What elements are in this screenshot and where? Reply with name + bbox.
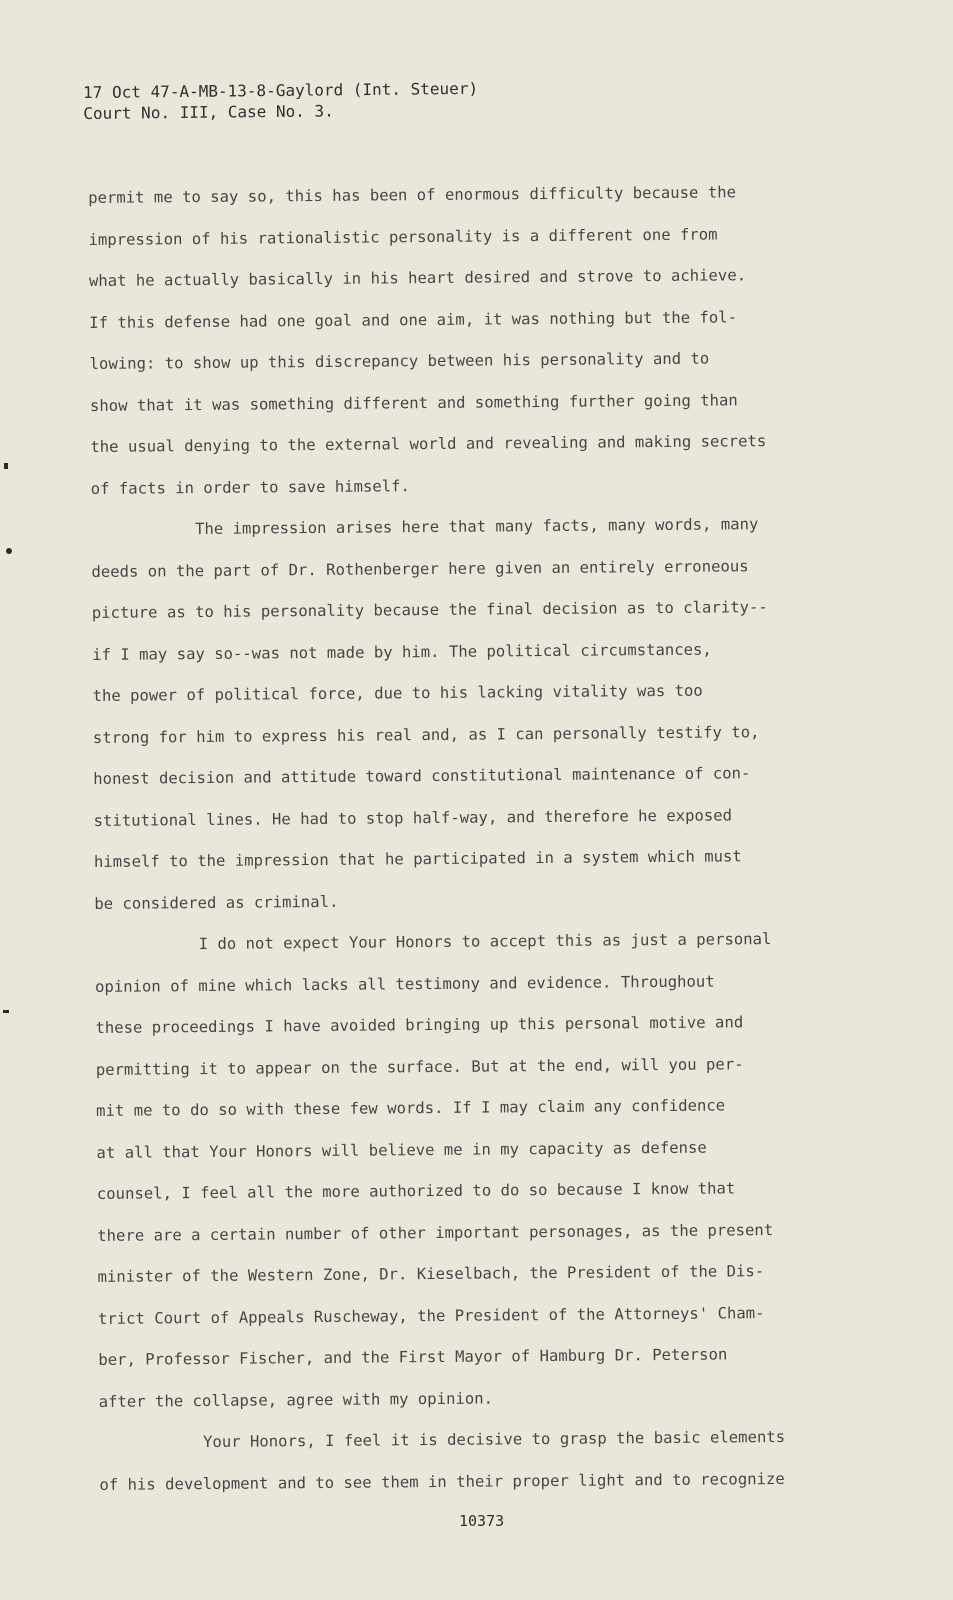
body-line: after the collapse, agree with my opinion. (98, 1389, 494, 1411)
body-line: these proceedings I have avoided bringing up this personal motive and (95, 1013, 744, 1037)
body-line: impression of his rationalistic personality is a different one from (88, 225, 718, 249)
page-number: 10373 (459, 1512, 505, 1530)
body-line: if I may say so--was not made by him. The political circumstances, (92, 640, 712, 664)
body-line: opinion of mine which lacks all testimony and evidence. Throughout (94, 972, 715, 996)
document-header (83, 78, 478, 124)
margin-mark (3, 1010, 9, 1013)
body-line: the usual denying to the external world and revealing and making secrets (90, 432, 767, 456)
body-line: show that it was something different and something further going than (89, 390, 738, 415)
body-line: minister of the Western Zone, Dr. Kieselbach, the President of the Dis- (97, 1262, 765, 1286)
body-line: permit me to say so, this has been of enormous difficulty because the (88, 183, 737, 207)
body-line: of facts in order to save himself. (90, 476, 410, 498)
body-line: at all that Your Honors will believe me in my capacity as defense (96, 1138, 707, 1162)
header-line-2: Court No. III, Case No. 3. (83, 101, 334, 123)
body-line: trict Court of Appeals Ruscheway, the President of the Attorneys' Cham- (97, 1303, 765, 1328)
body-line: counsel, I feel all the more authorized to do so because I know that (96, 1179, 736, 1203)
body-line: If this defense had one goal and one aim, it was nothing but the fol- (89, 307, 738, 332)
body-line: stitutional lines. He had to stop half-way, and therefore he exposed (93, 805, 733, 830)
body-line: deeds on the part of Dr. Rothenberger here given an entirely erroneous (91, 556, 749, 581)
body-line: permitting it to appear on the surface. But at the end, will you per- (95, 1054, 744, 1079)
body-line: picture as to his personality because the final decision as to clarity-- (91, 598, 768, 622)
body-line: there are a certain number of other important personages, as the present (97, 1220, 774, 1245)
header-line-1: 17 Oct 47-A-MB-13-8-Gaylord (Int. Steuer) (83, 78, 479, 102)
body-line: The impression arises here that many facts, many words, many (194, 515, 759, 539)
document-body (88, 171, 860, 1506)
body-line: lowing: to show up this discrepancy between his personality and to (89, 349, 710, 373)
margin-mark (4, 463, 8, 469)
body-line: strong for him to express his real and, as I can personally testify to, (92, 722, 760, 747)
margin-mark (6, 548, 12, 554)
body-line: I do not expect Your Honors to accept this as just a personal (198, 930, 772, 954)
body-line: himself to the impression that he participated in a system which must (93, 847, 742, 871)
body-line: be considered as criminal. (94, 892, 339, 913)
body-line: honest decision and attitude toward constitutional maintenance of con- (93, 764, 751, 788)
body-line: of his development and to see them in their proper light and to recognize (99, 1469, 785, 1494)
body-line: mit me to do so with these few words. If I may claim any confidence (96, 1096, 726, 1120)
body-line: what he actually basically in his heart desired and strove to achieve. (88, 266, 747, 290)
body-line: Your Honors, I feel it is decisive to grasp the basic elements (202, 1427, 786, 1452)
body-line: the power of political force, due to his lacking vitality was too (92, 681, 703, 705)
body-line: ber, Professor Fischer, and the First Mayor of Hamburg Dr. Peterson (98, 1345, 728, 1369)
